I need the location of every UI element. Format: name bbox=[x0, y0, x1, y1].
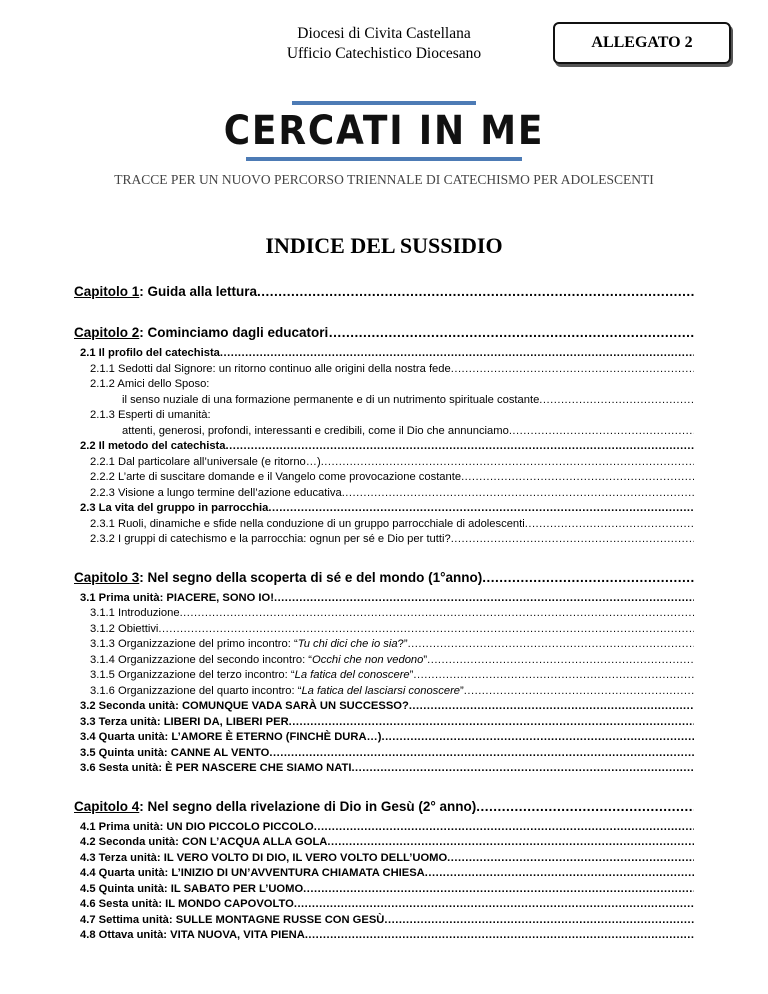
toc-section: 3.1 Prima unità: PIACERE, SONO IO! ..... bbox=[74, 591, 694, 607]
toc-subsection: 3.1.2 Obiettivi ..... bbox=[74, 622, 694, 638]
toc-section: 4.7 Settima unità: SULLE MONTAGNE RUSSE CON GESÙ ..... bbox=[74, 913, 694, 929]
logo-text: CERCATI IN ME bbox=[223, 108, 545, 154]
page-title: INDICE DEL SUSSIDIO bbox=[265, 233, 503, 258]
toc-subsection: 2.2.1 Dal particolare all’universale (e ritorno…) ..... bbox=[74, 455, 694, 471]
toc-chapter-3: Capitolo 3: Nel segno della scoperta di sé e del mondo (1°anno) ..... bbox=[74, 568, 694, 587]
toc-chapter-4: Capitolo 4: Nel segno della rivelazione di Dio in Gesù (2° anno) ..... bbox=[74, 797, 694, 816]
toc-subsection: 2.1.3 Esperti di umanità: bbox=[90, 409, 211, 421]
toc-section: 4.1 Prima unità: UN DIO PICCOLO PICCOLO ..... bbox=[74, 820, 694, 836]
toc-subsection: 2.2.3 Visione a lungo termine dell’azione educativa ..... bbox=[74, 486, 694, 502]
logo-top-bar bbox=[292, 101, 476, 105]
toc-section: 2.1 Il profilo del catechista ..... bbox=[74, 346, 694, 362]
toc-section: 3.3 Terza unità: LIBERI DA, LIBERI PER ..... bbox=[74, 715, 694, 731]
toc-subsection-cont: attenti, generosi, profondi, interessanti e credibili, come il Dio che annunciamo ..... bbox=[74, 424, 694, 440]
toc-section: 3.2 Seconda unità: COMUNQUE VADA SARÀ UN SUCCESSO? ..... bbox=[74, 699, 694, 715]
toc-section: 2.2 Il metodo del catechista ..... bbox=[74, 439, 694, 455]
toc-section: 2.3 La vita del gruppo in parrocchia ..... bbox=[74, 501, 694, 517]
toc-chapter-1: Capitolo 1: Guida alla lettura ..... bbox=[74, 282, 694, 301]
toc-section: 4.2 Seconda unità: CON L’ACQUA ALLA GOLA ..... bbox=[74, 835, 694, 851]
toc-section: 3.4 Quarta unità: L’AMORE È ETERNO (FINCHÈ DURA…) ..... bbox=[74, 730, 694, 746]
toc-section: 4.3 Terza unità: IL VERO VOLTO DI DIO, IL VERO VOLTO DELL’UOMO ..... bbox=[74, 851, 694, 867]
office-name: Ufficio Catechistico Diocesano bbox=[286, 45, 482, 62]
toc-subsection: 3.1.4 Organizzazione del secondo incontro: “Occhi che non vedono” ..... bbox=[74, 653, 694, 669]
toc-section: 4.8 Ottava unità: VITA NUOVA, VITA PIENA ..... bbox=[74, 928, 694, 944]
toc-subsection: 2.1.2 Amici dello Sposo: bbox=[90, 378, 210, 390]
toc-subsection: 2.3.1 Ruoli, dinamiche e sfide nella conduzione di un gruppo parrocchiale di adolescenti ..... bbox=[74, 517, 694, 533]
toc-section: 4.5 Quinta unità: IL SABATO PER L’UOMO ..... bbox=[74, 882, 694, 898]
toc-subsection: 3.1.1 Introduzione ..... bbox=[74, 606, 694, 622]
toc-section: 3.5 Quinta unità: CANNE AL VENTO ..... bbox=[74, 746, 694, 762]
toc-subsection-cont: il senso nuziale di una formazione permanente e di un nutrimento spirituale costante ..... bbox=[74, 393, 694, 409]
diocese-name: Diocesi di Civita Castellana bbox=[297, 25, 471, 42]
toc-section: 4.4 Quarta unità: L’INIZIO DI UN’AVVENTURA CHIAMATA CHIESA ..... bbox=[74, 866, 694, 882]
logo-bottom-bar bbox=[246, 157, 522, 161]
table-of-contents bbox=[74, 282, 694, 944]
attachment-badge: ALLEGATO 2 bbox=[553, 22, 731, 64]
toc-subsection: 3.1.3 Organizzazione del primo incontro: “Tu chi dici che io sia?” ..... bbox=[74, 637, 694, 653]
toc-subsection: 2.2.2 L’arte di suscitare domande e il Vangelo come provocazione costante ..... bbox=[74, 470, 694, 486]
subtitle: TRACCE PER UN NUOVO PERCORSO TRIENNALE DI CATECHISMO PER ADOLESCENTI bbox=[114, 172, 654, 187]
toc-subsection: 2.3.2 I gruppi di catechismo e la parrocchia: ognun per sé e Dio per tutti? ..... bbox=[74, 532, 694, 548]
toc-subsection: 2.1.1 Sedotti dal Signore: un ritorno continuo alle origini della nostra fede ..... bbox=[74, 362, 694, 378]
toc-section: 3.6 Sesta unità: È PER NASCERE CHE SIAMO NATI ..... bbox=[74, 761, 694, 777]
toc-subsection: 3.1.5 Organizzazione del terzo incontro: “La fatica del conoscere” ..... bbox=[74, 668, 694, 684]
toc-section: 4.6 Sesta unità: IL MONDO CAPOVOLTO ..... bbox=[74, 897, 694, 913]
toc-subsection: 3.1.6 Organizzazione del quarto incontro: “La fatica del lasciarsi conoscere” ..... bbox=[74, 684, 694, 700]
toc-chapter-2: Capitolo 2: Cominciamo dagli educatori… ..... bbox=[74, 323, 694, 342]
